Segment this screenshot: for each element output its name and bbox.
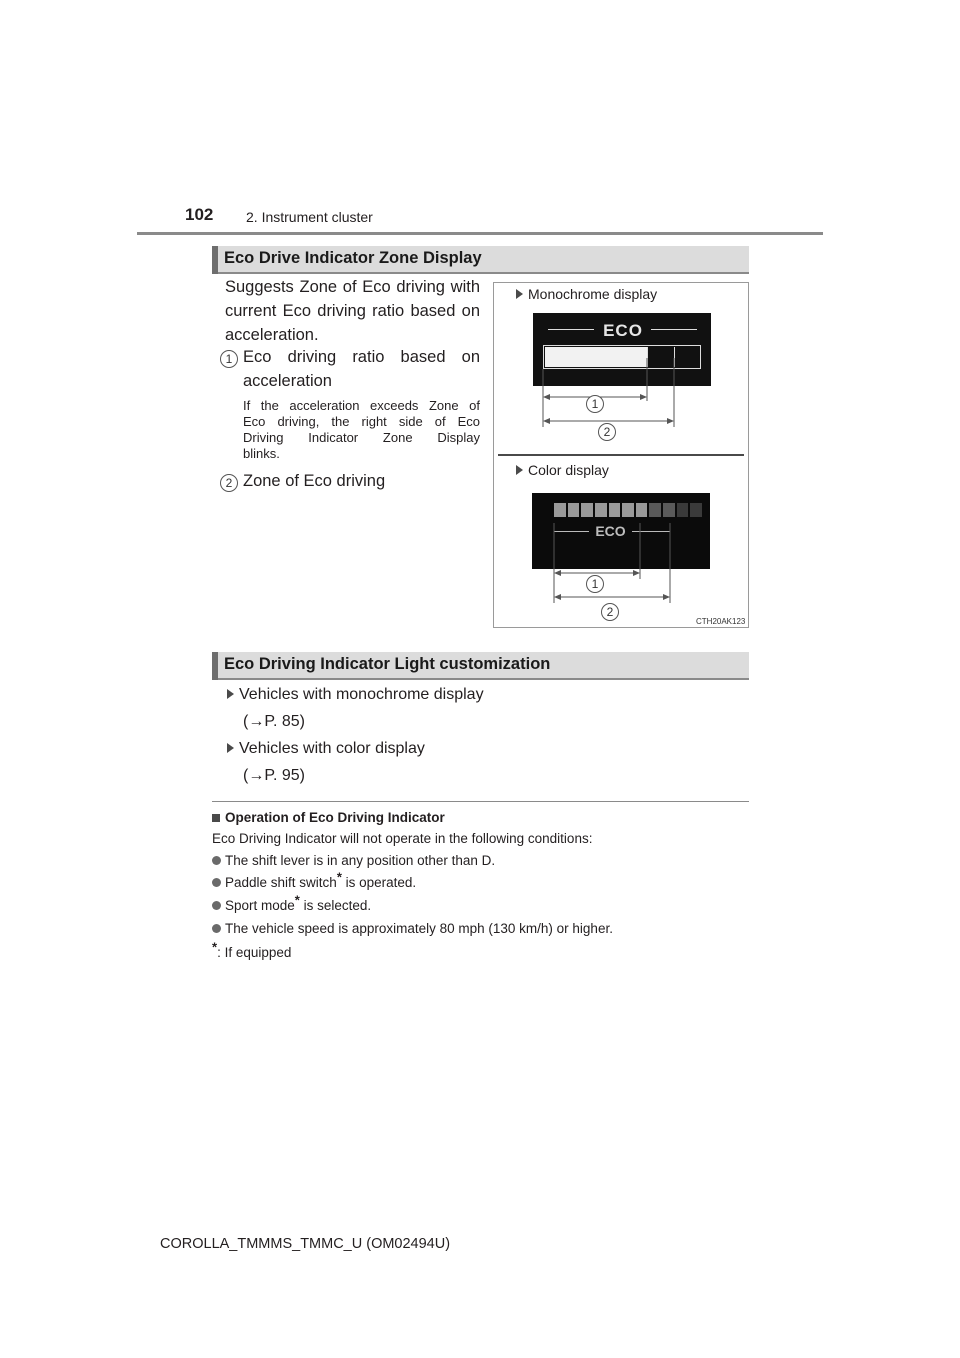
note-bullet: Paddle shift switch* is operated. xyxy=(212,874,416,892)
callout-number-2: 2 xyxy=(220,474,238,492)
color-dimension-lines xyxy=(532,493,712,608)
mono-display-label: Monochrome display xyxy=(516,286,657,302)
document-id: COROLLA_TMMMS_TMMC_U (OM02494U) xyxy=(160,1236,451,1252)
arrow-right-icon xyxy=(227,743,234,753)
intro-line: current Eco driving ratio based on xyxy=(225,302,480,320)
heading-bar xyxy=(212,246,218,274)
note-line: Driving Indicator Zone Display xyxy=(243,430,480,445)
color-display-label: Color display xyxy=(516,462,609,478)
arrow-right-icon xyxy=(227,689,234,699)
notes-intro: Eco Driving Indicator will not operate in the following conditions: xyxy=(212,831,593,846)
figure-callout-2: 2 xyxy=(601,603,619,621)
page-reference-link[interactable]: (→P. 95) xyxy=(243,767,305,784)
section-heading-customization xyxy=(212,652,749,680)
note-bullet: The vehicle speed is approximately 80 mph (130 km/h) or higher. xyxy=(212,920,613,938)
note-bullet: The shift lever is in any position other than D. xyxy=(212,852,495,870)
figure-callout-2: 2 xyxy=(598,423,616,441)
note-line: blinks. xyxy=(243,446,280,461)
figure-callout-1: 1 xyxy=(586,395,604,413)
bullet-icon xyxy=(212,878,221,887)
page-reference-link[interactable]: (→P. 85) xyxy=(243,713,305,730)
header-rule xyxy=(137,232,823,235)
bullet-icon xyxy=(212,901,221,910)
item1-line: Eco driving ratio based on xyxy=(243,348,480,366)
section-heading-zone-display xyxy=(212,246,749,274)
eco-label: ECO xyxy=(603,321,643,340)
footnote: *: If equipped xyxy=(212,939,292,960)
page-number: 102 xyxy=(185,205,214,224)
list-item: Vehicles with color display xyxy=(227,737,425,761)
figure-callout-1: 1 xyxy=(586,575,604,593)
note-bullet: Sport mode* is selected. xyxy=(212,897,371,915)
item1-line: acceleration xyxy=(243,372,332,390)
note-line: If the acceleration exceeds Zone of xyxy=(243,398,480,413)
list-item: Vehicles with monochrome display xyxy=(227,683,484,707)
callout-number-1: 1 xyxy=(220,350,238,368)
bullet-icon xyxy=(212,856,221,865)
arrow-right-icon xyxy=(516,289,523,299)
intro-line: acceleration. xyxy=(225,326,319,344)
notes-divider xyxy=(212,801,749,802)
intro-line: Suggests Zone of Eco driving with xyxy=(225,278,480,296)
item2-label: Zone of Eco driving xyxy=(243,472,386,490)
mono-dimension-lines xyxy=(533,313,713,443)
section-title: Eco Driving Indicator Light customization xyxy=(224,655,551,673)
figure-divider xyxy=(498,454,744,456)
note-line: Eco driving, the right side of Eco xyxy=(243,414,480,429)
chapter-title: 2. Instrument cluster xyxy=(246,209,373,225)
square-bullet-icon xyxy=(212,814,220,822)
arrow-right-icon xyxy=(516,465,523,475)
section-title: Eco Drive Indicator Zone Display xyxy=(224,249,482,267)
bullet-icon xyxy=(212,924,221,933)
notes-title: Operation of Eco Driving Indicator xyxy=(212,810,445,825)
item1-note xyxy=(243,398,480,462)
intro-text xyxy=(225,275,480,347)
item1-text xyxy=(243,345,480,393)
eco-label: ECO xyxy=(595,523,626,539)
image-code: CTH20AK123 xyxy=(696,617,746,626)
heading-bar xyxy=(212,652,218,680)
